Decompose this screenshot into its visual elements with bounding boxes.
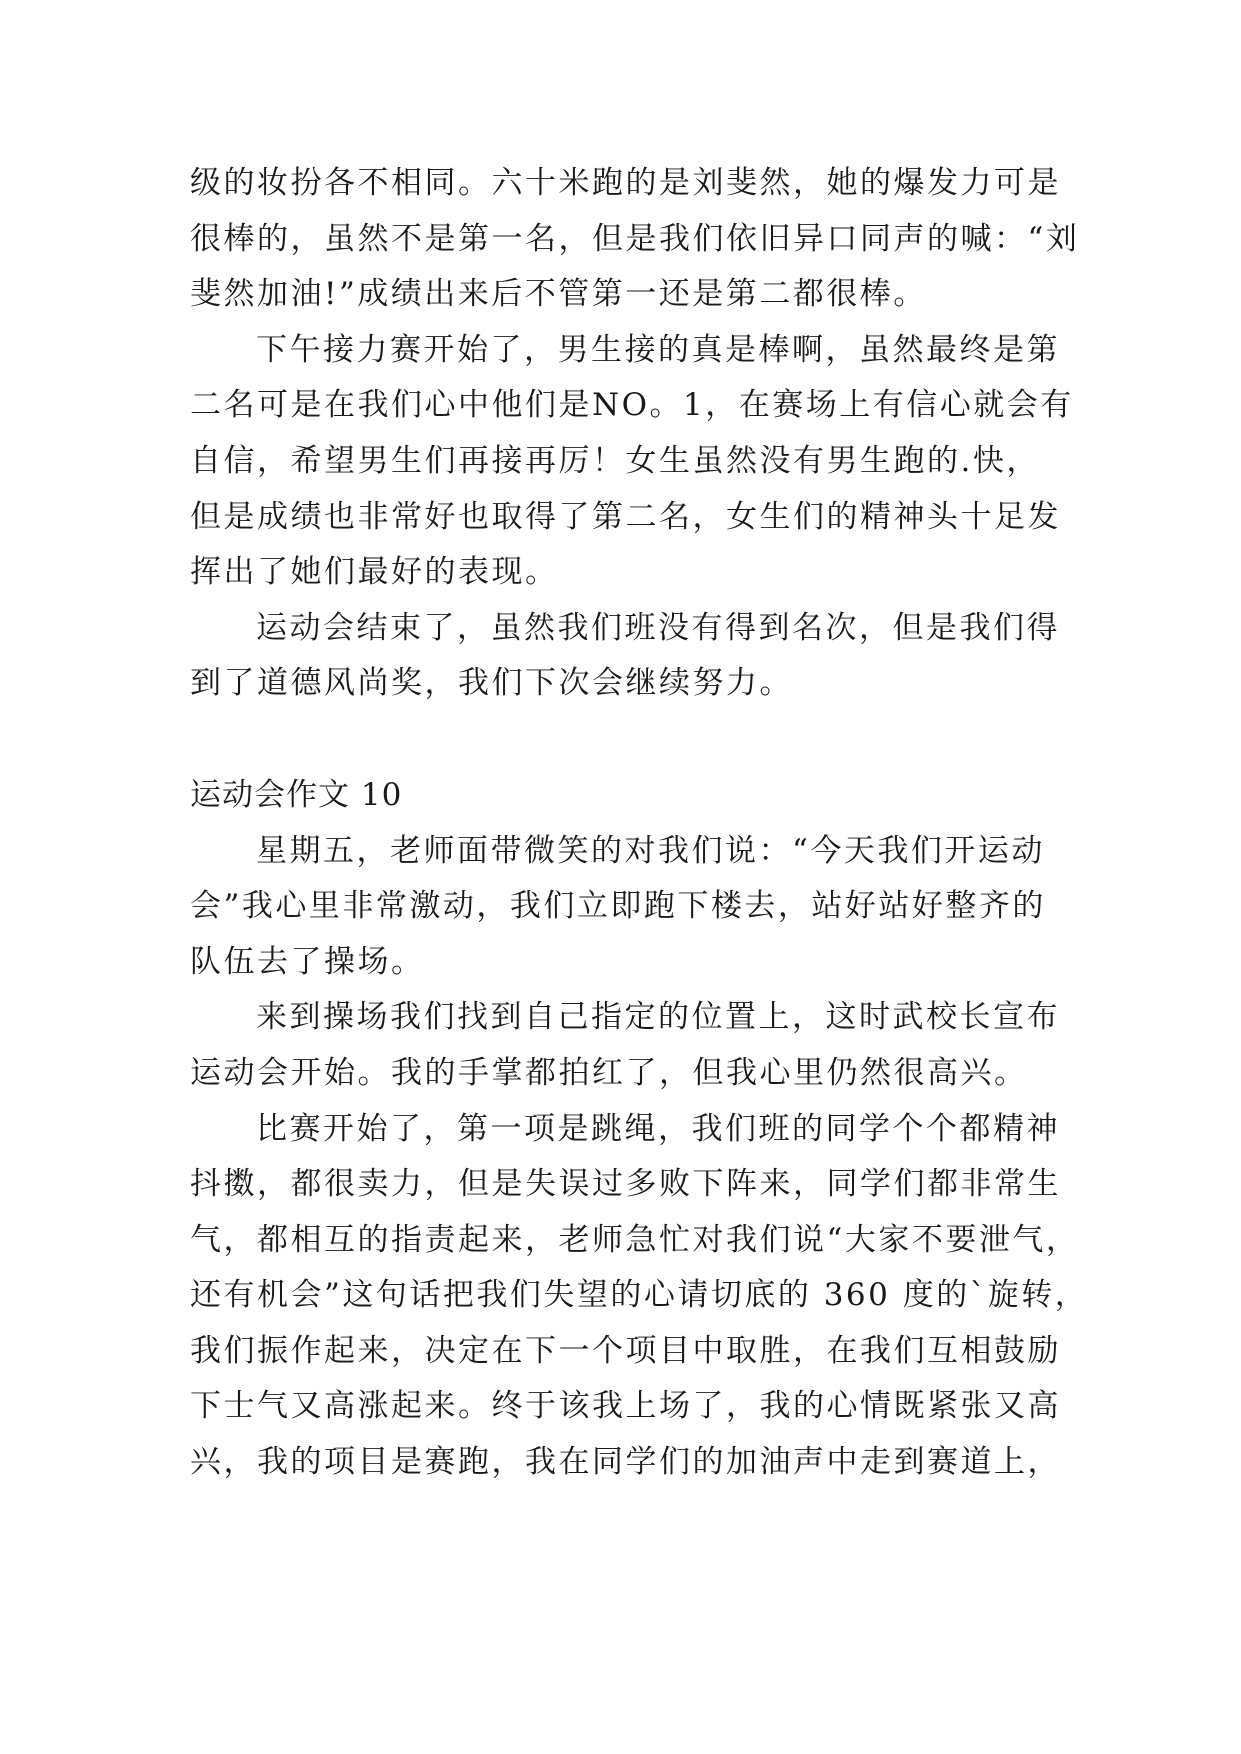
text-line: 我们振作起来，决定在下一个项目中取胜，在我们互相鼓励 (190, 1332, 1061, 1369)
text-line: 二名可是在我们心中他们是NO。1，在赛场上有信心就会有 (190, 387, 1074, 424)
text-line: 兴，我的项目是赛跑，我在同学们的加油声中走到赛道上， (190, 1444, 1061, 1481)
section-heading: 运动会作文 10 (190, 776, 403, 813)
document-body (190, 156, 1089, 1491)
text-line: 队伍去了操场。 (190, 943, 425, 980)
text-line: 级的妆扮各不相同。六十米跑的是刘斐然，她的爆发力可是 (190, 165, 1061, 201)
paragraph (190, 1102, 1089, 1491)
text-line: 运动会结束了，虽然我们班没有得到名次，但是我们得 (256, 609, 1060, 646)
text-line: 自信，希望男生们再接再厉！女生虽然没有男生跑的.快， (190, 442, 1040, 479)
text-line: 来到操场我们找到自己指定的位置上，这时武校长宣布 (256, 999, 1060, 1036)
paragraph (190, 601, 1060, 712)
section-spacer (190, 712, 1060, 768)
paragraph (190, 323, 1074, 601)
text-line: 很棒的，虽然不是第一名，但是我们依旧异口同声的喊：“刘 (190, 220, 1080, 257)
text-line: 下午接力赛开始了，男生接的真是棒啊，虽然最终是第 (256, 331, 1060, 368)
text-line: 下士气又高涨起来。终于该我上场了，我的心情既紧张又高 (190, 1388, 1061, 1425)
paragraph (190, 156, 1080, 323)
text-line: 会”我心里非常激动，我们立即跑下楼去，站好站好整齐的 (190, 888, 1046, 925)
paragraph (190, 990, 1060, 1101)
text-line: 比赛开始了，第一项是跳绳，我们班的同学个个都精神 (256, 1110, 1060, 1147)
text-line: 还有机会”这句话把我们失望的心请切底的 360 度的`旋转， (190, 1277, 1089, 1314)
text-line: 到了道德风尚奖，我们下次会继续努力。 (190, 665, 793, 702)
text-line: 挥出了她们最好的表现。 (190, 554, 559, 591)
text-line: 星期五，老师面带微笑的对我们说：“今天我们开运动 (256, 832, 1045, 869)
paragraph (190, 824, 1060, 991)
text-line: 运动会开始。我的手掌都拍红了，但我心里仍然很高兴。 (190, 1054, 1028, 1091)
text-line: 但是成绩也非常好也取得了第二名，女生们的精神头十足发 (190, 498, 1061, 535)
text-line: 斐然加油!”成绩出来后不管第一还是第二都很棒。 (190, 276, 927, 313)
text-line: 气，都相互的指责起来，老师急忙对我们说“大家不要泄气， (190, 1221, 1080, 1258)
text-line: 抖擞，都很卖力，但是失误过多败下阵来，同学们都非常生 (190, 1166, 1061, 1203)
